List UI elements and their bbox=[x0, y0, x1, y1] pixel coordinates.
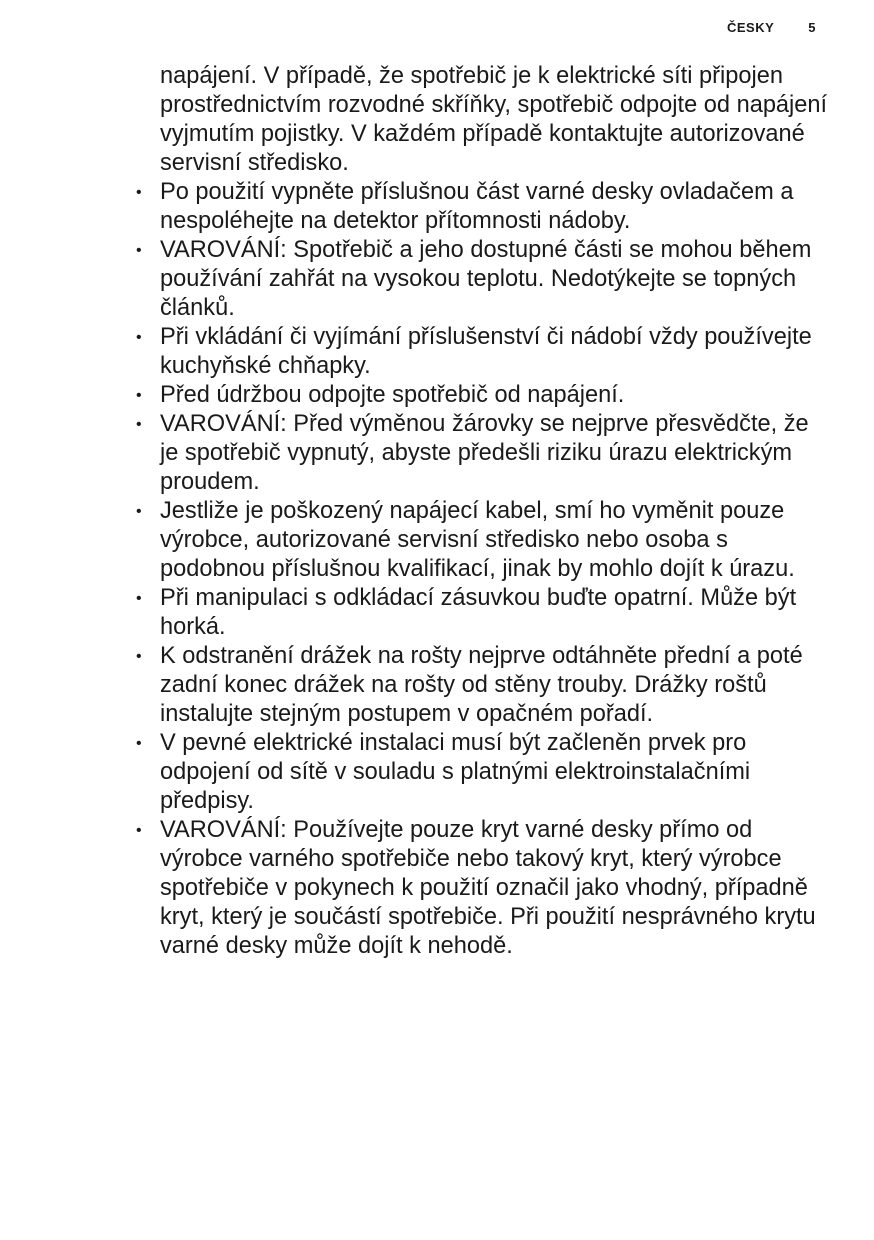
list-item-text: VAROVÁNÍ: Spotřebič a jeho dostupné části se mohou během používání zahřát na vysokou teplotu. Nedotýkejte se topných článků. bbox=[160, 237, 812, 321]
bullet-icon: • bbox=[136, 822, 142, 839]
list-item-text: VAROVÁNÍ: Používejte pouze kryt varné desky přímo od výrobce varného spotřebiče nebo takový kryt, který výrobce spotřebiče v pokynech k použití označil jako vhodný, případně kryt, který je součástí spotřebiče. Při použití nesprávného krytu varné desky může dojít k nehodě. bbox=[160, 817, 816, 959]
bullet-icon: • bbox=[136, 184, 142, 201]
list-item bbox=[136, 236, 830, 323]
list-item bbox=[136, 178, 830, 236]
bullet-icon: • bbox=[136, 735, 142, 752]
page-number: 5 bbox=[808, 20, 816, 35]
header-language: ČESKY bbox=[726, 20, 775, 35]
list-item-text: V pevné elektrické instalaci musí být začleněn prvek pro odpojení od sítě v souladu s platnými elektroinstalačními předpisy. bbox=[160, 730, 751, 814]
document-body bbox=[136, 62, 830, 961]
list-item-text: Jestliže je poškozený napájecí kabel, smí ho vyměnit pouze výrobce, autorizované servisní středisko nebo osoba s podobnou příslušnou kvalifikací, jinak by mohlo dojít k úrazu. bbox=[160, 498, 795, 582]
bullet-icon: • bbox=[136, 503, 142, 520]
list-item-text: Před údržbou odpojte spotřebič od napájení. bbox=[160, 382, 625, 408]
list-item bbox=[136, 584, 830, 642]
list-item-text: Po použití vypněte příslušnou část varné desky ovladačem a nespoléhejte na detektor přítomnosti nádoby. bbox=[160, 179, 794, 234]
list-item-text: K odstranění drážek na rošty nejprve odtáhněte přední a poté zadní konec drážek na rošty od stěny trouby. Drážky roštů instalujte stejným postupem v opačném pořadí. bbox=[160, 643, 803, 727]
list-item-text: VAROVÁNÍ: Před výměnou žárovky se nejprve přesvědčte, že je spotřebič vypnutý, abyste předešli riziku úrazu elektrickým proudem. bbox=[160, 411, 809, 495]
list-item-text: Při vkládání či vyjímání příslušenství či nádobí vždy používejte kuchyňské chňapky. bbox=[160, 324, 812, 379]
bullet-icon: • bbox=[136, 387, 142, 404]
bullet-icon: • bbox=[136, 329, 142, 346]
list-item-text: Při manipulaci s odkládací zásuvkou buďte opatrní. Může být horká. bbox=[160, 585, 797, 640]
bullet-icon: • bbox=[136, 590, 142, 607]
list-item bbox=[136, 410, 830, 497]
continuation-paragraph: napájení. V případě, že spotřebič je k elektrické síti připojen prostřednictvím rozvodné skříňky, spotřebič odpojte od napájení vyjmutím pojistky. V každém případě kontaktujte autorizované servisní středisko. bbox=[160, 63, 828, 176]
bullet-icon: • bbox=[136, 416, 142, 433]
safety-bullet-list bbox=[136, 178, 830, 961]
list-item bbox=[136, 381, 830, 410]
list-item bbox=[136, 816, 830, 961]
list-item bbox=[136, 497, 830, 584]
list-item bbox=[136, 642, 830, 729]
bullet-icon: • bbox=[136, 242, 142, 259]
bullet-icon: • bbox=[136, 648, 142, 665]
list-item bbox=[136, 729, 830, 816]
list-item bbox=[136, 323, 830, 381]
page-header bbox=[727, 20, 816, 35]
